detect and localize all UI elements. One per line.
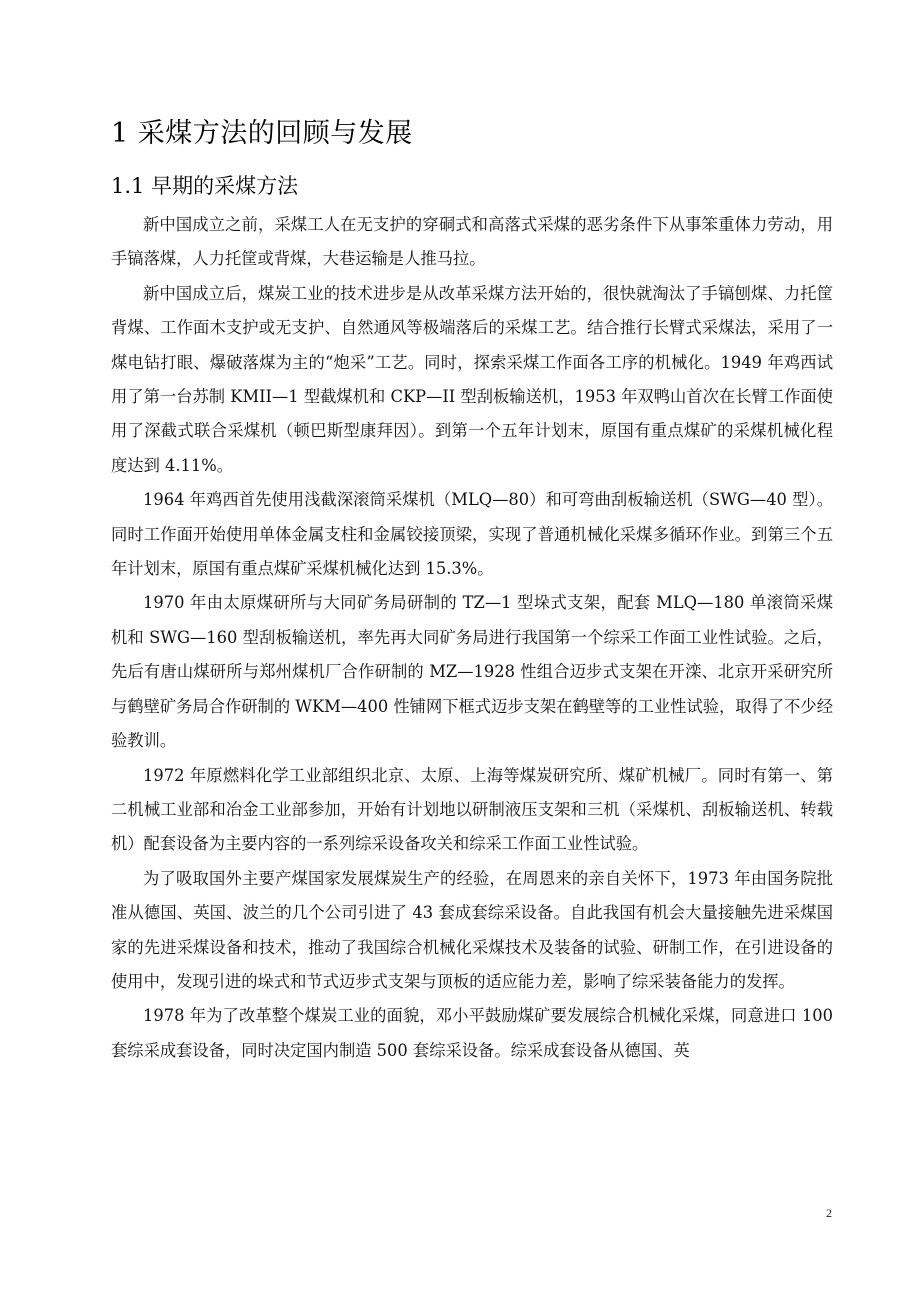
paragraph-1978-reform: 1978 年为了改革整个煤炭工业的面貌，邓小平鼓励煤矿要发展综合机械化采煤，同意进口 100 套综采成套设备，同时决定国内制造 500 套综采设备。综采成套设备从德国、英 bbox=[111, 1006, 833, 1060]
paragraph-pre-1949-mining: 新中国成立之前，采煤工人在无支护的穿硐式和高落式采煤的恶劣条件下从事笨重体力劳动，用手镐落煤，人力托筐或背煤，大巷运输是人推马拉。 bbox=[111, 215, 833, 269]
paragraph-1972-ministry: 1972 年原燃料化学工业部组织北京、太原、上海等煤炭研究所、煤矿机械厂。同时有第一、第二机械工业部和冶金工业部参加，开始有计划地以研制液压支架和三机（采煤机、刮板输送机、转载机）配套设备为主要内容的一系列综采设备攻关和综采工作面工业性试验。 bbox=[111, 765, 833, 854]
page-number: 2 bbox=[826, 1206, 832, 1220]
section-title: 1.1 早期的采煤方法 bbox=[111, 174, 299, 198]
paragraph-1973-imports: 为了吸取国外主要产煤国家发展煤炭生产的经验，在周恩来的亲自关怀下，1973 年由国务院批准从德国、英国、波兰的几个公司引进了 43 套成套综采设备。自此我国有机会大量接触先进采煤国家的先进采煤设备和技术，推动了我国综合机械化采煤技术及装备的试验、研制工作，在引进设备的使用中，发现引进的垛式和节式迈步式支架与顶板的适应能力差，影响了综采装备能力的发挥。 bbox=[111, 868, 833, 991]
chapter-title: 1 采煤方法的回顾与发展 bbox=[111, 118, 413, 149]
paragraph-1970-datong: 1970 年由太原煤研所与大同矿务局研制的 TZ—1 型垛式支架，配套 MLQ—180 单滚筒采煤机和 SWG—160 型刮板输送机，率先再大同矿务局进行我国第一个综采工作面工业性试验。之后，先后有唐山煤研所与郑州煤机厂合作研制的 MZ—1928 性组合迈步式支架在开滦、北京开采研究所与鹤壁矿务局合作研制的 WKM—400 性铺网下框式迈步支架在鹤壁等的工业性试验，取得了不少经验教训。 bbox=[111, 593, 833, 751]
page-content bbox=[111, 108, 833, 1068]
paragraph-1964-jixi: 1964 年鸡西首先使用浅截深滚筒采煤机（MLQ—80）和可弯曲刮板输送机（SWG—40 型）。同时工作面开始使用单体金属支柱和金属铰接顶梁，实现了普通机械化采煤多循环作业。到第三个五年计划末，原国有重点煤矿采煤机械化达到 15.3%。 bbox=[111, 490, 833, 579]
paragraph-post-1949-reform: 新中国成立后，煤炭工业的技术进步是从改革采煤方法开始的，很快就淘汰了手镐刨煤、力托筐背煤、工作面木支护或无支护、自然通风等极端落后的采煤工艺。结合推行长臂式采煤法，采用了一煤电钻打眼、爆破落煤为主的“炮采”工艺。同时，探索采煤工作面各工序的机械化。1949 年鸡西试用了第一台苏制 KMII—1 型截煤机和 CKP—II 型刮板输送机，1953 年双鸭山首次在长臂工作面使用了深截式联合采煤机（顿巴斯型康拜因）。到第一个五年计划末，原国有重点煤矿的采煤机械化程度达到 4.11%。 bbox=[111, 283, 833, 475]
